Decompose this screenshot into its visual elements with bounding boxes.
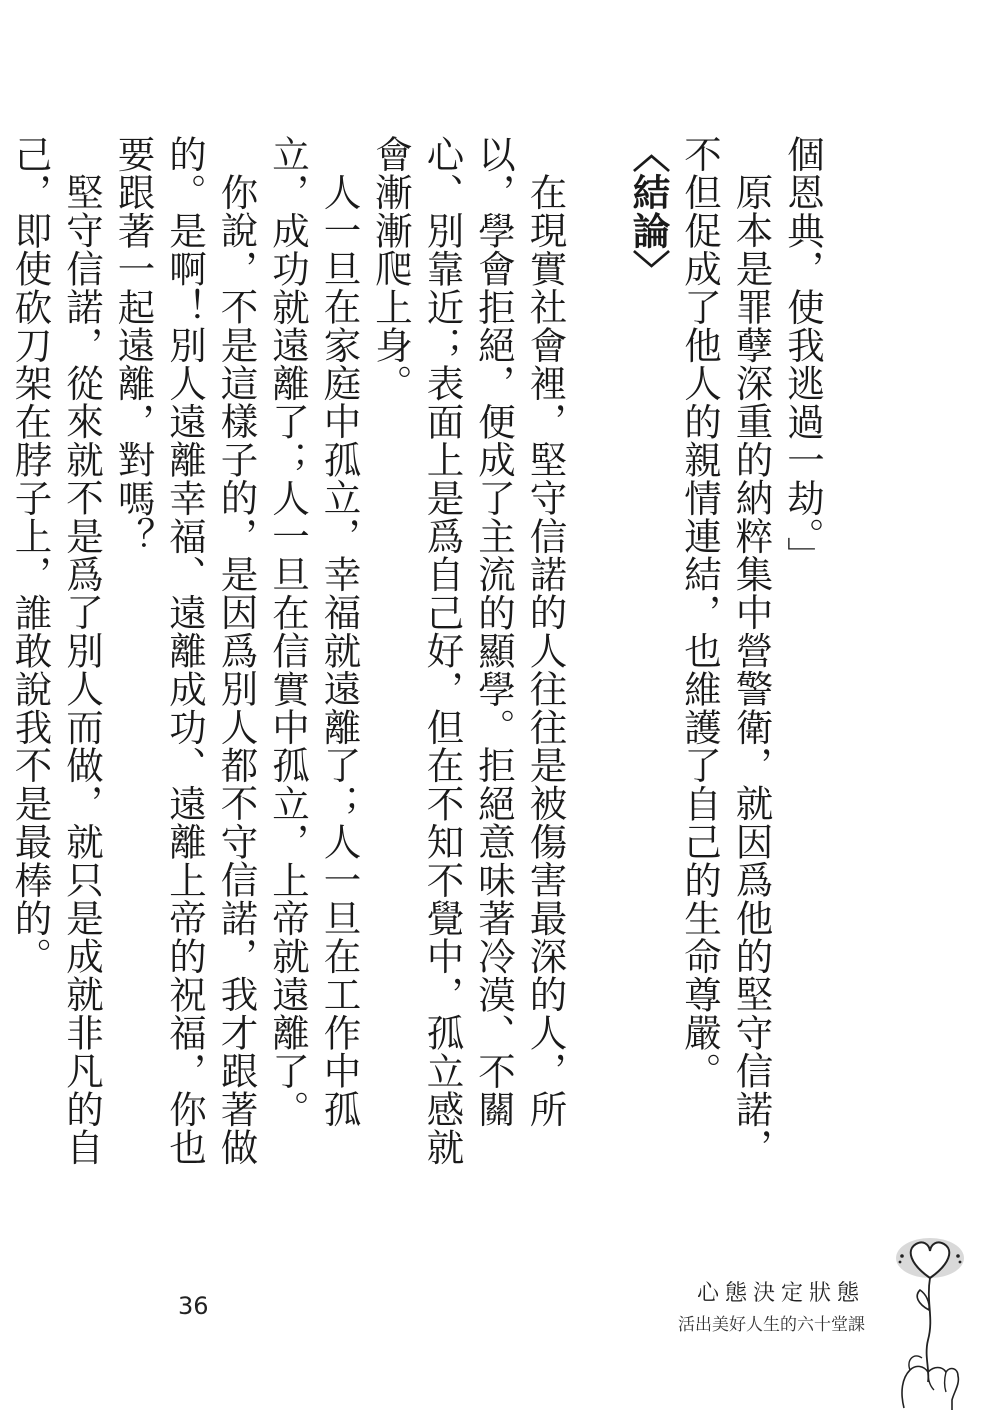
hand-finger [945,1372,947,1392]
petal-dot [959,1261,962,1264]
flower-leaf [917,1290,929,1310]
page-number: 36 [178,1292,209,1320]
paragraph-3: 在現實社會裡，堅守信諾的人往往是被傷害最深的人，所以，學會拒絕，便成了主流的顯學。拒絕意味著冷漠、不關心、別靠近；表面上是爲自己好，但在不知不覺中，孤立感就會漸漸爬上身。 [369,135,568,1167]
hand-outline [902,1366,958,1410]
petal-dot [899,1261,902,1264]
flower-stem [927,1278,931,1382]
petal-dot [956,1254,960,1258]
section-heading: 〈結論〉 [626,135,671,288]
petal-dot [900,1254,904,1258]
hand-thumb [909,1356,922,1370]
paragraph-6: 堅守信諾，從來就不是爲了別人而做，就只是成就非凡的自己，即使砍刀架在脖子上，誰敢說我不是最棒的。 [8,135,104,1166]
paragraph-5: 你說，不是這樣子的，是因爲別人都不守信諾，我才跟著做的。是啊！別人遠離幸福、遠離成功、遠離上帝的祝福，你也要跟著一起遠離，對嗎？ [111,135,259,1167]
paragraph-2: 原本是罪孽深重的納粹集中營警衛，就因爲他的堅守信諾，不但促成了他人的親情連結，也維護了自己的生命尊嚴。 [678,135,774,1166]
paragraph-4: 人一旦在家庭中孤立，幸福就遠離了；人一旦在工作中孤立，成功就遠離了；人一旦在信實中孤立，上帝就遠離了。 [266,135,362,1129]
heart-flower-icon [890,1232,970,1412]
book-subtitle: 活出美好人生的六十堂課 [678,1315,865,1335]
paragraph-1: 個恩典，使我逃過一劫。」 [781,135,825,575]
body-text [8,135,828,1195]
book-title: 心態決定狀態 [696,1281,865,1306]
